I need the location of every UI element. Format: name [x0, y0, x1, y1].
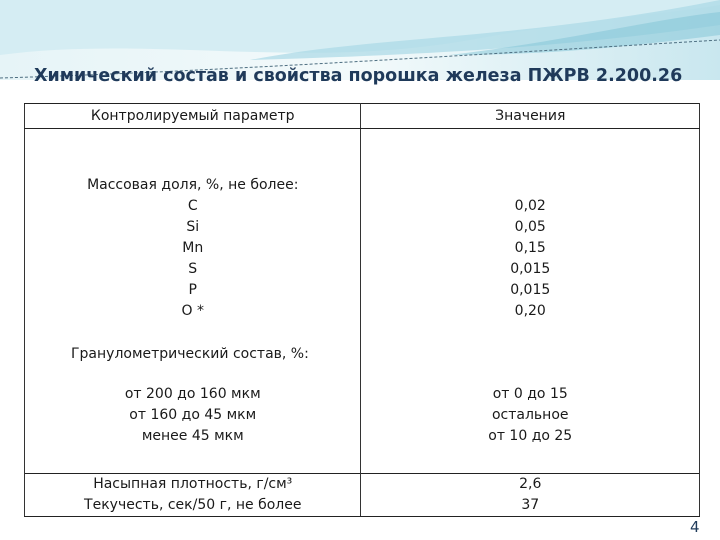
element-p: P	[188, 282, 197, 298]
value-c: 0,02	[514, 198, 546, 214]
table-row-granulometric	[25, 325, 700, 474]
table-row-physical	[25, 474, 700, 517]
value-o: 0,20	[514, 303, 546, 319]
element-o: O *	[181, 303, 204, 319]
fraction-value-1: от 0 до 15	[492, 386, 568, 402]
properties-table	[24, 103, 700, 517]
value-s: 0,015	[510, 261, 551, 277]
chemical-params-cell	[25, 129, 361, 326]
fraction-value-3: от 10 до 25	[488, 428, 573, 444]
granulometric-label: Гранулометрический состав, %:	[71, 346, 309, 362]
granulometric-params-cell	[25, 325, 361, 474]
bulk-density-label: Насыпная плотность, г/см³	[93, 476, 293, 492]
fraction-160-45: от 160 до 45 мкм	[129, 407, 257, 423]
page-number: 4	[690, 518, 700, 536]
table-header-row	[25, 104, 700, 129]
fraction-200-160: от 200 до 160 мкм	[124, 386, 261, 402]
fraction-value-2: остальное	[491, 407, 569, 423]
element-c: C	[187, 198, 198, 214]
element-mn: Mn	[182, 240, 204, 256]
flowability-value: 37	[521, 497, 540, 513]
value-si: 0,05	[514, 219, 546, 235]
element-si: Si	[186, 219, 200, 235]
physical-params-cell	[25, 474, 361, 517]
fraction-below-45: менее 45 мкм	[141, 428, 244, 444]
physical-values-cell	[361, 474, 700, 517]
element-s: S	[188, 261, 198, 277]
chemical-values-cell	[361, 129, 700, 326]
header-value: Значения	[361, 104, 700, 129]
value-mn: 0,15	[514, 240, 546, 256]
flowability-label: Текучесть, сек/50 г, не более	[84, 497, 302, 513]
table-row-chemical	[25, 129, 700, 326]
value-p: 0,015	[510, 282, 551, 298]
bulk-density-value: 2,6	[519, 476, 542, 492]
granulometric-values-cell	[361, 325, 700, 474]
slide-title: Химический состав и свойства порошка железа ПЖРВ 2.200.26	[34, 66, 683, 86]
chemical-label: Массовая доля, %, не более:	[87, 177, 299, 193]
header-parameter: Контролируемый параметр	[25, 104, 361, 129]
